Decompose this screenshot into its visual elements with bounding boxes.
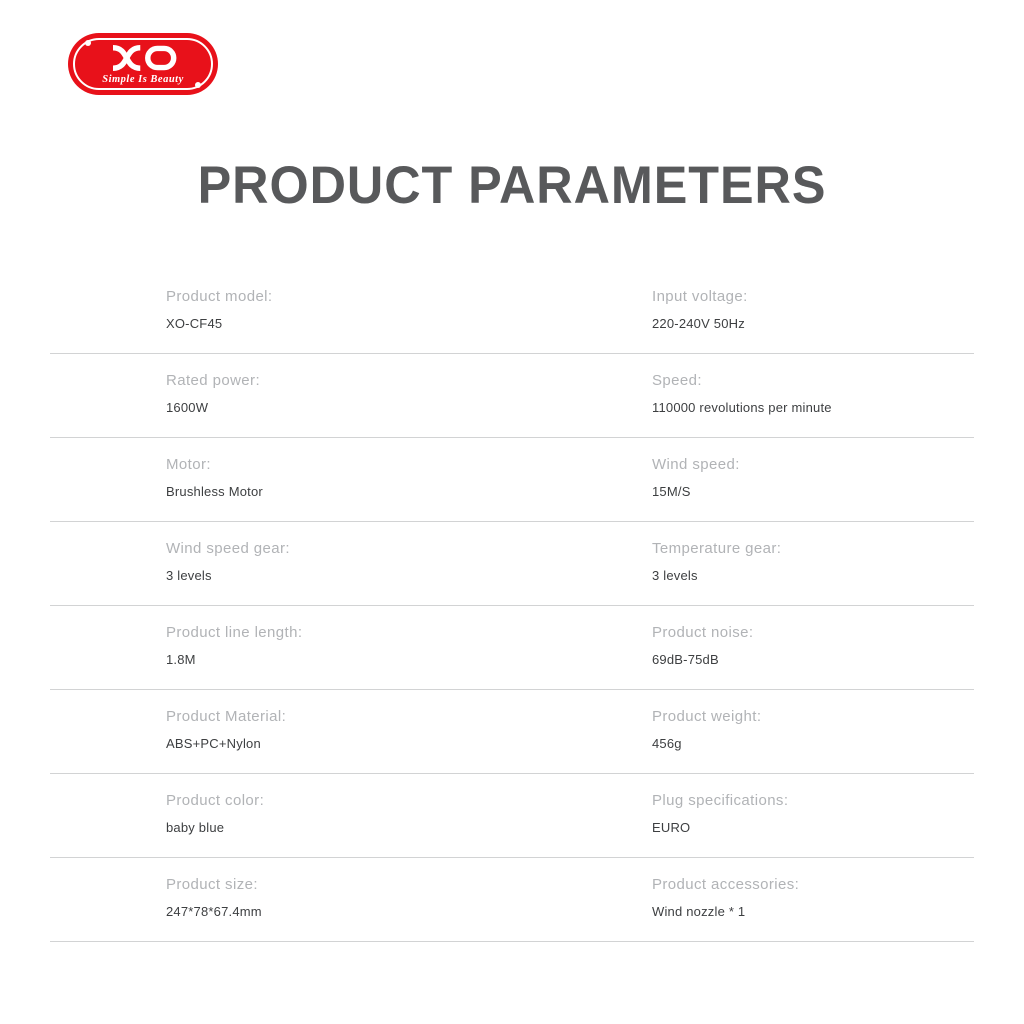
spec-cell-left (50, 774, 652, 857)
spec-value: 247*78*67.4mm (166, 904, 262, 919)
spec-cell-left (50, 354, 652, 437)
spec-value: 220-240V 50Hz (652, 316, 745, 331)
spec-row (50, 606, 974, 690)
spec-cell-right (652, 438, 974, 521)
spec-label: Plug specifications: (652, 792, 789, 809)
spec-value: 1.8M (166, 652, 196, 667)
logo-dot-top-left (85, 40, 91, 46)
spec-cell-left (50, 438, 652, 521)
spec-label: Product accessories: (652, 876, 800, 893)
spec-label: Product model: (166, 288, 273, 305)
spec-row (50, 858, 974, 942)
spec-label: Product weight: (652, 708, 762, 725)
page-title: PRODUCT PARAMETERS (197, 156, 827, 215)
spec-value: 3 levels (652, 568, 698, 583)
spec-cell-right (652, 522, 974, 605)
spec-label: Product noise: (652, 624, 754, 641)
spec-value: 69dB-75dB (652, 652, 719, 667)
spec-value: 456g (652, 736, 682, 751)
spec-cell-left (50, 270, 652, 353)
spec-label: Product size: (166, 876, 258, 893)
spec-label: Input voltage: (652, 288, 748, 305)
spec-label: Speed: (652, 372, 702, 389)
spec-value: baby blue (166, 820, 225, 835)
spec-cell-right (652, 690, 974, 773)
spec-value: Wind nozzle * 1 (652, 904, 746, 919)
spec-cell-left (50, 858, 652, 941)
spec-row (50, 438, 974, 522)
spec-cell-right (652, 354, 974, 437)
spec-value: XO-CF45 (166, 316, 223, 331)
spec-label: Temperature gear: (652, 540, 782, 557)
spec-value: EURO (652, 820, 691, 835)
spec-label: Wind speed: (652, 456, 740, 473)
spec-cell-left (50, 690, 652, 773)
spec-table (50, 270, 974, 942)
spec-cell-left (50, 606, 652, 689)
spec-label: Product color: (166, 792, 265, 809)
spec-row (50, 270, 974, 354)
logo-dot-bottom-right (195, 82, 201, 88)
spec-label: Rated power: (166, 372, 261, 389)
spec-label: Product Material: (166, 708, 287, 725)
spec-value: 110000 revolutions per minute (652, 400, 832, 415)
spec-row (50, 522, 974, 606)
spec-value: ABS+PC+Nylon (166, 736, 261, 751)
spec-row (50, 774, 974, 858)
spec-cell-left (50, 522, 652, 605)
spec-value: 3 levels (166, 568, 212, 583)
logo-tagline: Simple Is Beauty (102, 74, 184, 85)
spec-cell-right (652, 858, 974, 941)
spec-label: Product line length: (166, 624, 303, 641)
spec-value: 1600W (166, 400, 209, 415)
xo-logo-mark-icon (95, 43, 191, 73)
spec-row (50, 690, 974, 774)
spec-value: Brushless Motor (166, 484, 263, 499)
spec-row (50, 354, 974, 438)
spec-cell-right (652, 606, 974, 689)
spec-label: Wind speed gear: (166, 540, 290, 557)
spec-label: Motor: (166, 456, 211, 473)
spec-value: 15M/S (652, 484, 691, 499)
spec-cell-right (652, 270, 974, 353)
spec-cell-right (652, 774, 974, 857)
xo-brand-logo (68, 33, 218, 95)
